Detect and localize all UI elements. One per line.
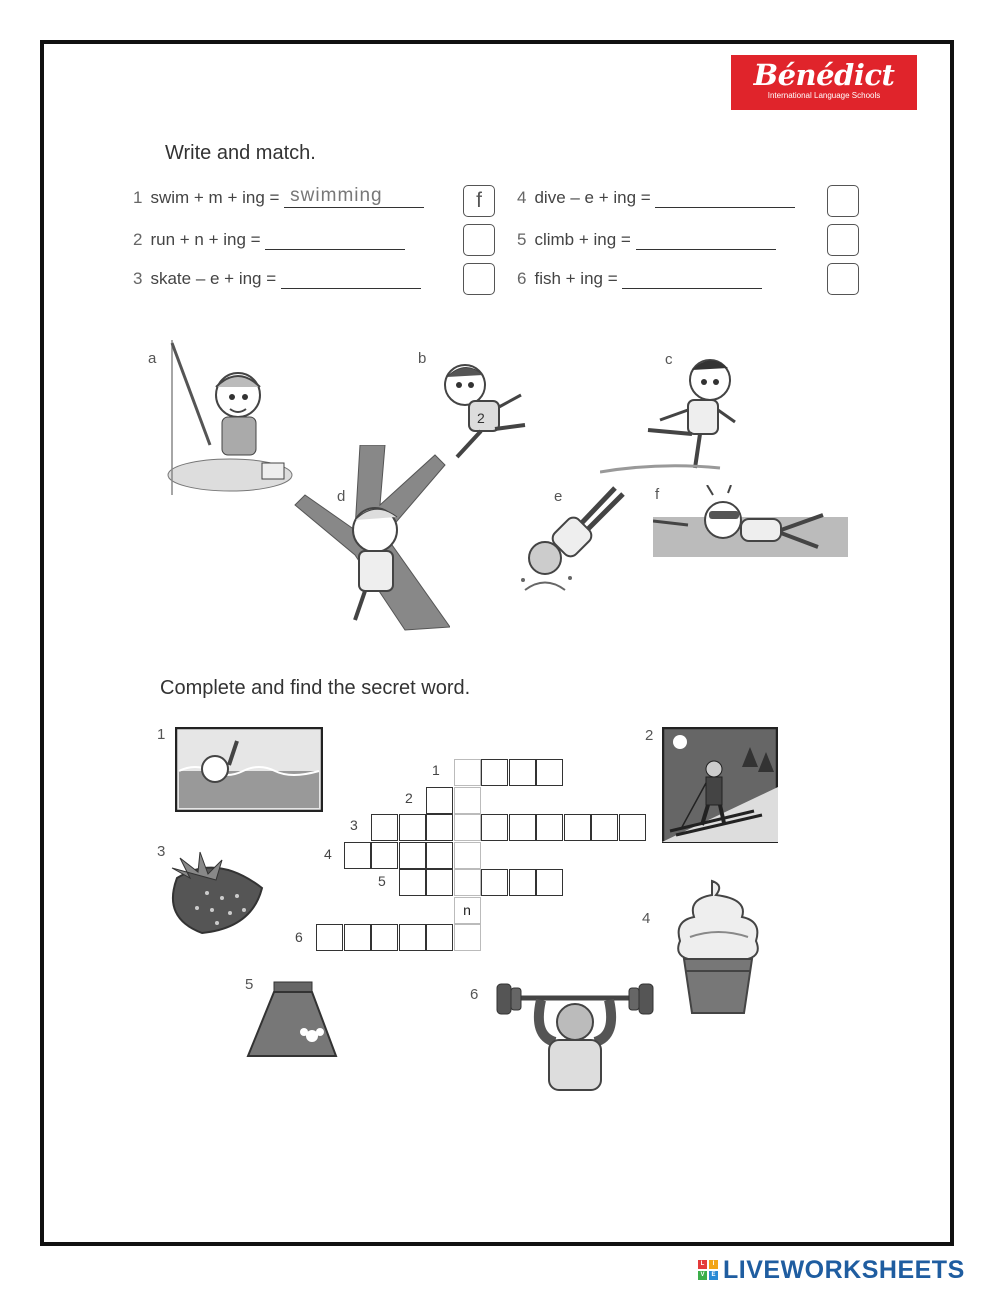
crossword-cell[interactable]	[509, 869, 536, 896]
ice-cream-picture	[672, 877, 764, 1017]
skating-boy-illustration	[600, 350, 740, 480]
match-box-4[interactable]	[827, 185, 859, 217]
crossword-cell[interactable]	[481, 759, 508, 786]
answer-input-5[interactable]	[636, 227, 776, 250]
picture-number-1: 1	[157, 726, 166, 743]
logo-block: V	[698, 1271, 707, 1280]
exercise-row-2	[133, 227, 405, 250]
liveworksheets-footer	[698, 1254, 965, 1286]
exercise-row-3	[133, 266, 421, 289]
crossword-cell[interactable]	[399, 924, 426, 951]
match-box-6[interactable]	[827, 263, 859, 295]
picture-label-b: b	[418, 350, 427, 367]
swimming-boy-illustration	[653, 485, 853, 580]
crossword-cell[interactable]	[481, 869, 508, 896]
crossword-cell[interactable]	[371, 814, 398, 841]
swimming-picture	[175, 727, 323, 812]
secret-word-cell[interactable]	[454, 869, 481, 896]
crossword-cell[interactable]	[426, 842, 453, 869]
picture-label-c: c	[665, 351, 673, 368]
row-number: 6	[517, 269, 527, 288]
crossword-clue-number: 1	[432, 762, 440, 778]
crossword-clue-number: 5	[378, 873, 386, 889]
row-formula: dive – e + ing =	[534, 188, 651, 207]
logo-block: L	[698, 1260, 707, 1269]
svg-text:2: 2	[477, 410, 485, 426]
skirt-picture	[246, 980, 338, 1060]
crossword-cell[interactable]	[426, 787, 453, 814]
crossword-cell[interactable]	[344, 924, 371, 951]
match-box-1[interactable]	[463, 185, 495, 217]
picture-number-6: 6	[470, 986, 479, 1003]
row-number: 5	[517, 230, 527, 249]
secret-word-cell[interactable]	[454, 787, 481, 814]
crossword-cell[interactable]	[399, 814, 426, 841]
crossword-cell[interactable]	[371, 924, 398, 951]
row-formula: fish + ing =	[534, 269, 618, 288]
crossword-clue-number: 3	[350, 817, 358, 833]
secret-word-cell[interactable]	[454, 759, 481, 786]
match-box-2[interactable]	[463, 224, 495, 256]
picture-label-d: d	[337, 488, 346, 505]
crossword-cell[interactable]	[564, 814, 591, 841]
crossword-cell[interactable]	[536, 814, 563, 841]
exercise-row-1	[133, 185, 424, 208]
crossword-clue-number: 4	[324, 846, 332, 862]
liveworksheets-logo-icon	[698, 1260, 718, 1280]
answer-input-1[interactable]	[284, 185, 424, 208]
answer-input-6[interactable]	[622, 266, 762, 289]
secret-word-cell[interactable]	[454, 924, 481, 951]
skiing-picture	[662, 727, 778, 843]
exercise-row-6	[517, 266, 762, 289]
picture-number-3: 3	[157, 843, 166, 860]
crossword-cell[interactable]	[509, 814, 536, 841]
crossword-clue-number: 2	[405, 790, 413, 806]
climbing-girl-illustration	[285, 445, 450, 635]
crossword-clue-number: 6	[295, 929, 303, 945]
answer-input-3[interactable]	[281, 266, 421, 289]
benedict-logo	[731, 55, 917, 110]
picture-number-4: 4	[642, 910, 651, 927]
logo-tagline: International Language Schools	[767, 91, 881, 100]
crossword-cell[interactable]	[426, 869, 453, 896]
logo-block: E	[709, 1271, 718, 1280]
exercise1-title: Write and match.	[165, 142, 316, 164]
crossword-cell[interactable]	[591, 814, 618, 841]
crossword-cell[interactable]	[426, 814, 453, 841]
crossword-cell[interactable]	[536, 869, 563, 896]
crossword-cell[interactable]	[426, 924, 453, 951]
row-number: 3	[133, 269, 143, 288]
footer-brand: LIVEWORKSHEETS	[723, 1255, 965, 1284]
exercise2-title: Complete and find the secret word.	[160, 677, 471, 699]
row-number: 2	[133, 230, 143, 249]
row-formula: run + n + ing =	[150, 230, 261, 249]
match-box-3[interactable]	[463, 263, 495, 295]
logo-name: Bénédict	[753, 58, 895, 92]
picture-label-f: f	[655, 486, 660, 503]
row-formula: skate – e + ing =	[150, 269, 277, 288]
crossword-cell[interactable]	[481, 814, 508, 841]
row-formula: climb + ing =	[534, 230, 631, 249]
picture-number-2: 2	[645, 727, 654, 744]
row-formula: swim + m + ing =	[150, 188, 280, 207]
diving-boy-illustration	[515, 480, 630, 605]
crossword-cell[interactable]	[344, 842, 371, 869]
crossword-cell[interactable]	[399, 842, 426, 869]
answer-input-4[interactable]	[655, 185, 795, 208]
exercise-row-5	[517, 227, 776, 250]
logo-block: I	[709, 1260, 718, 1269]
weightlifter-picture	[495, 978, 655, 1093]
picture-number-5: 5	[245, 976, 254, 993]
fishing-boy-illustration	[150, 335, 300, 505]
secret-word-cell[interactable]	[454, 842, 481, 869]
crossword-cell[interactable]	[316, 924, 343, 951]
picture-label-e: e	[554, 488, 563, 505]
crossword-cell[interactable]	[371, 842, 398, 869]
crossword-cell[interactable]	[509, 759, 536, 786]
crossword-cell[interactable]	[536, 759, 563, 786]
row-number: 1	[133, 188, 143, 207]
answer-input-2[interactable]	[265, 227, 405, 250]
row-number: 4	[517, 188, 527, 207]
picture-label-a: a	[148, 350, 157, 367]
exercise-row-4	[517, 185, 795, 208]
given-letter-cell[interactable]	[454, 897, 481, 924]
match-box-5[interactable]	[827, 224, 859, 256]
strawberry-picture	[162, 848, 272, 938]
crossword-cell[interactable]	[619, 814, 646, 841]
secret-word-cell[interactable]	[454, 814, 481, 841]
crossword-cell[interactable]	[399, 869, 426, 896]
